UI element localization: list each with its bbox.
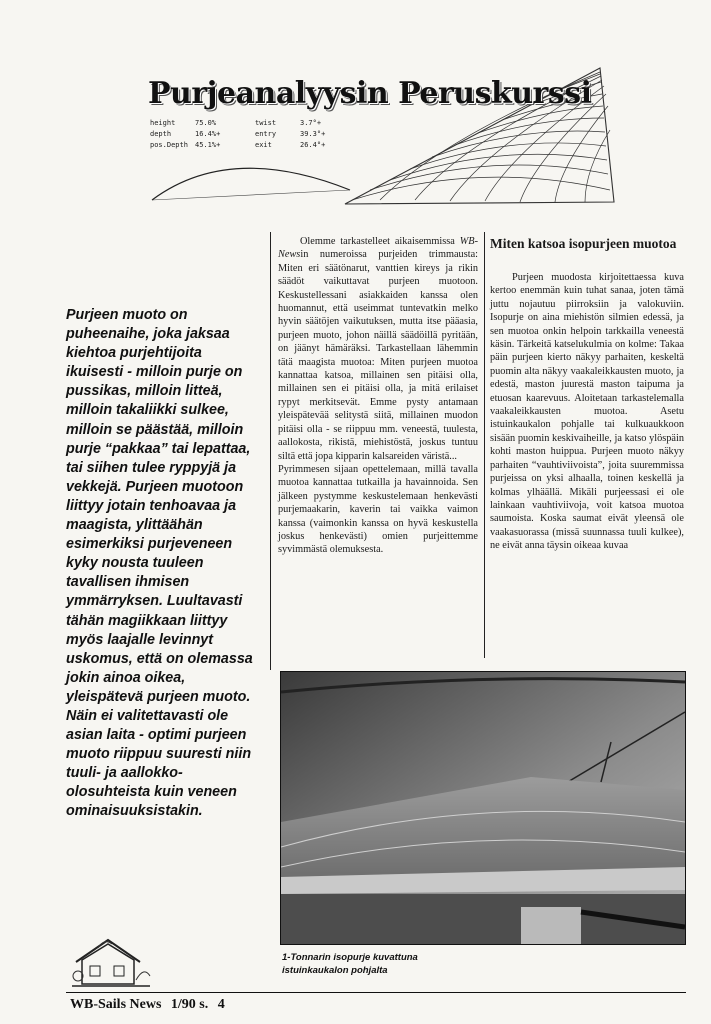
lead-paragraph: Purjeen muoto on puheenaihe, joka jaksaa kiehtoa purjehtijoita ikuisesti - milloin purje on pussikas, milloin litteä, milloin takaliikki sulkee, milloin se päästää, milloin purje “pakkaa” tai lepattaa, tai siihen tulee ryppyjä ja vekkejä. Purjeen muotoon liittyy jotain tenhoavaa ja maagista, ylittäähän esimerkiksi purjeveneen kyky nousta tuuleen tavallisen ihmisen ymmärryksen. Luultavasti tähän magiikkaan liittyy myös laajalle levinnyt uskomus, että on olemassa jokin ainoa oikea, yleispätevä purjeen muoto. Näin ei valitettavasti ole asian laita - optimi purjeen muoto riippuu suuresti niin tuuli- ja aallokko-olosuhteista kuin veneen ominaisuuksistakin. <box>66 307 253 820</box>
issue-number: 1/90 s. <box>170 997 209 1012</box>
body-column-middle <box>278 235 478 557</box>
stat-label: height <box>150 119 176 127</box>
section-heading: Miten katsoa isopurjeen muotoa <box>490 236 677 251</box>
stat-value: 16.4%+ <box>195 130 221 138</box>
stat-label: pos.Depth <box>150 141 188 149</box>
stats-row <box>150 140 370 151</box>
body-paragraph <box>278 235 478 463</box>
stat-label: entry <box>255 130 277 138</box>
mainsail-photo <box>280 671 686 945</box>
column-divider <box>484 232 485 658</box>
sail-stats-table <box>150 118 370 151</box>
text-run: in numeroissa purjeiden trimmausta: Miten eri säätönarut, vanttien kireys ja rikin säädöt vaikuttavat purjeen muotoon. Keskustellessani asiakkaiden kanssa olen huomannut, että useimmat tuntevatkin melko hyvin säätöjen vaikutuksen, mutta itse pääasia, purjeen muoto, johon näillä säädöillä pyritään, on jäänyt hämäräksi. Tarkastellaan lähemmin tätä maagista muotoa: Miten purjeen muotoa kannattaa katsoa, millainen sen pitäisi olla, millainen sen ei pitäisi olla, ja mitä erilaiset rypyt merkitsevät. Emme pysty antamaan yleispätevää selitystä siitä, millainen muodon pitäisi olla - se riippuu mm. veneestä, tuulesta, aallokosta, rikistä, miehistöstä, joskus tuntuu siltä että jopa kipparin kalsareiden väristä... <box>278 249 478 462</box>
article-title: Purjeanalyysin Peruskurssi <box>148 76 592 111</box>
stat-value: 26.4°+ <box>300 141 326 149</box>
stat-value: 75.0% <box>195 119 217 127</box>
stat-value: 39.3°+ <box>300 130 326 138</box>
body-paragraph: Pyrimmesen sijaan opettelemaan, millä tavalla muotoa kannattaa tutkailla ja havainnoida. Sen jälkeen pystymme keskustelemaan henkevästi purjemaakarin, kaverin tai vaikka vaimon kanssa (vaimonkin kanssa on hyvä keskustella joskus henkevästi) omien purjeittemme syvimmästä olemuksesta. <box>278 463 478 556</box>
stats-row <box>150 118 370 129</box>
boathouse-logo <box>68 934 154 990</box>
sail-photo-image <box>281 672 685 944</box>
stat-value: 45.1%+ <box>195 141 221 149</box>
page-number: 4 <box>217 997 225 1012</box>
stat-label: exit <box>255 141 272 149</box>
stat-label: depth <box>150 130 172 138</box>
text-run: Olemme tarkastelleet aikaisemmissa <box>300 236 460 247</box>
footer-rule <box>66 992 686 993</box>
stats-row <box>150 129 370 140</box>
page-footer <box>70 997 231 1013</box>
body-column-right <box>490 235 684 553</box>
body-paragraph: Purjeen muodosta kirjoitettaessa kuva kertoo enemmän kuin tuhat sanaa, joten tämä juttu nojautuu piirroksiin ja valokuviin. Isopurje on aina miehistön silmien edessä, ja sen muotoa onkin helpoin tarkkailla veneestä käsin. Tärkeitä katselukulmia on kolme: Takaa päin purjeen kierto näkyy parhaiten, keskeltä puomin alta näkyy vaakaleikkausten muoto, ja edestä, maston juurestä maston taipuma ja etuosan kaarevuus. Aloitetaan tarkastelemalla vaakaleikkausten muotoa. Asetu istuinkaukalon pohjalle tai kulkuaukkoon sisään puomin keskivaiheille, ja katso ylöspäin kohti maston huippua. Purjeen muoto näkyy parhaiten “vauhtiviivoista”, joita suuremmissa purjeissa on yksi alhaalla, toinen keskellä ja kolmas ylhäällä. Mikäli purjeessasi ei ole lainkaan vauhtiviivoja, voit katsoa muotoa saumoista. Koska saumat eivät yleensä ole vaakasuorassa (missä suunnassa tuuli kulkee), ne eivät anna täysin oikeaa kuvaa <box>490 272 684 552</box>
publication-title: WB-Sails News <box>70 997 162 1012</box>
publication-name: WB-News <box>278 236 478 261</box>
column-divider <box>270 232 271 670</box>
stat-value: 3.7°+ <box>300 119 322 127</box>
photo-caption: 1-Tonnarin isopurje kuvattuna istuinkaukalon pohjalta <box>282 952 418 976</box>
stat-label: twist <box>255 119 277 127</box>
